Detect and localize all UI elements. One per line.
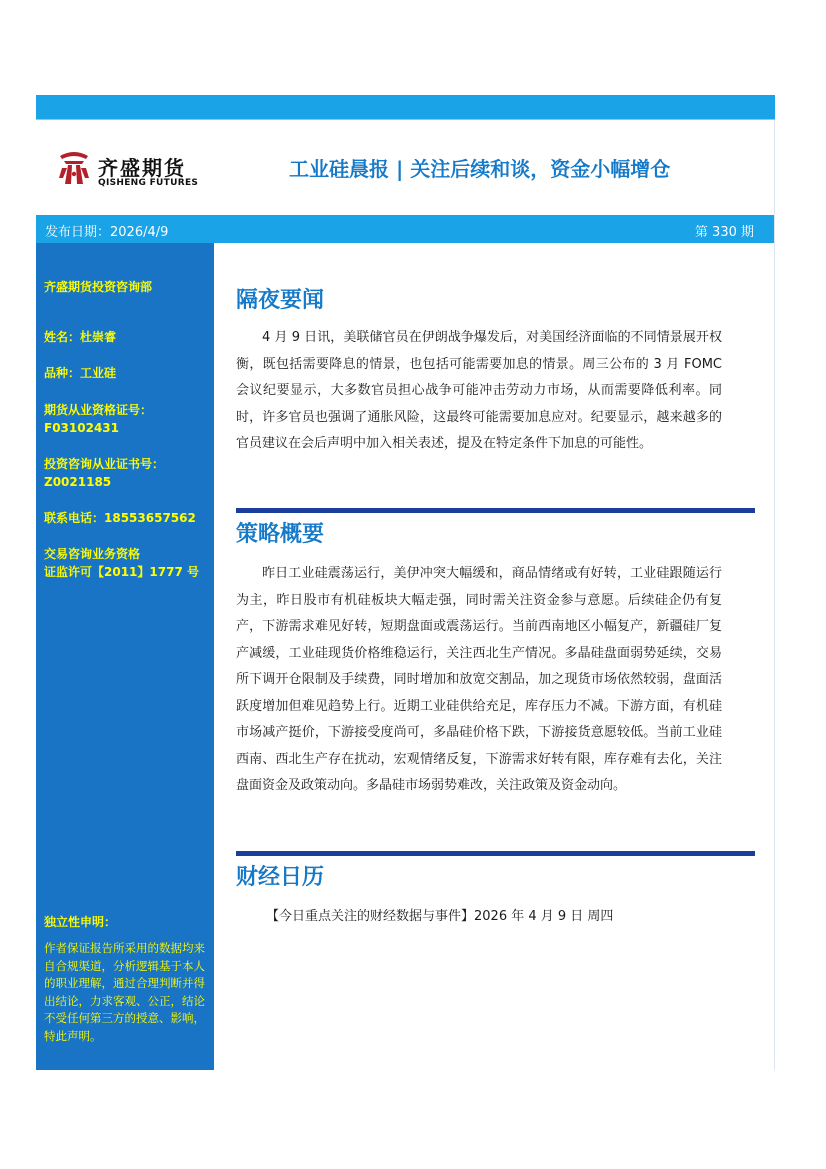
- calendar-entry: 【今日重点关注的财经数据与事件】2026 年 4 月 9 日 周四: [266, 909, 614, 924]
- page-border: [774, 120, 775, 1070]
- product-variety: 品种：工业硅: [44, 366, 117, 380]
- report-title: 工业硅晨报 | 关注后续和谈，资金小幅增仓: [289, 157, 671, 181]
- top-banner: [36, 95, 775, 119]
- author-sidebar: [36, 243, 214, 1070]
- strategy-text: 昨日工业硅震荡运行，美伊冲突大幅缓和，商品情绪或有好转，工业硅跟随运行为主，昨日股市有机硅板块大幅走强，同时需关注资金参与意愿。后续硅企仍有复产，下游需求难见好转，短期盘面或震荡运行。当前西南地区小幅复产，新疆硅厂复产减缓，工业硅现货价格维稳运行，关注西北生产情况。多晶硅盘面弱势延续，交易所下调开仓限制及手续费，同时增加和放宽交割品，加之现货市场依然较弱，盘面活跃度增加但难见趋势上行。近期工业硅供给充足，库存压力不减。下游方面，有机硅市场减产挺价，下游接受度尚可，多晶硅价格下跌，下游接货意愿较低。当前工业硅西南、西北生产存在扰动，宏观情绪反复，下游需求好转有限，库存难有去化，关注盘面资金及政策动向。多晶硅市场弱势难改，关注政策及资金动向。: [236, 566, 722, 793]
- overnight-news-text: 4 月 9 日讯，美联储官员在伊朗战争爆发后，对美国经济面临的不同情景展开权衡，既包括需要降息的情景，也包括可能需要加息的情景。周三公布的 3 月 FOMC 会议纪要显示，大多数官员担心战争可能冲击劳动力市场，从而需要降低利率。同时，许多官员也强调了通胀风险，这最终可能需要加息应对。纪要显示，越来越多的官员建议在会后声明中加入相关表述，提及在特定条件下加息的可能性。: [236, 330, 722, 451]
- company-logo: [56, 150, 226, 194]
- logo-english-name: QISHENG FUTURES: [98, 178, 199, 188]
- advisor-cert-number: Z0021185: [44, 475, 112, 489]
- strategy-heading: 策略概要: [236, 522, 325, 547]
- license-line-1: 交易咨询业务资格: [44, 547, 141, 561]
- calendar-heading: 财经日历: [236, 865, 325, 890]
- contact-phone: 联系电话：18553657562: [44, 511, 196, 525]
- section-divider: [236, 851, 755, 856]
- department-name: 齐盛期货投资咨询部: [44, 280, 153, 294]
- license-line-2: 证监许可【2011】1777 号: [44, 565, 199, 579]
- report-header: [36, 120, 775, 215]
- author-name: 姓名：杜崇睿: [44, 330, 117, 344]
- publish-date: 发布日期：2026/4/9: [45, 225, 169, 240]
- logo-chinese-name: 齐盛期货: [98, 156, 186, 180]
- independence-statement: 作者保证报告所采用的数据均来自合规渠道，分析逻辑基于本人的职业理解，通过合理判断并得出结论，力求客观、公正，结论不受任何第三方的授意、影响，特此声明。: [44, 941, 205, 1043]
- advisor-cert-label: 投资咨询从业证书号：: [44, 457, 165, 471]
- futures-cert-label: 期货从业资格证号：: [44, 403, 153, 417]
- independence-title: 独立性申明：: [44, 915, 117, 929]
- issue-number: 第 330 期: [694, 225, 754, 240]
- section-divider: [236, 508, 755, 513]
- report-page: [36, 95, 775, 1070]
- date-bar: [36, 215, 775, 243]
- overnight-news-heading: 隔夜要闻: [236, 288, 325, 313]
- futures-cert-number: F03102431: [44, 421, 119, 435]
- qisheng-logo-icon: [56, 150, 92, 188]
